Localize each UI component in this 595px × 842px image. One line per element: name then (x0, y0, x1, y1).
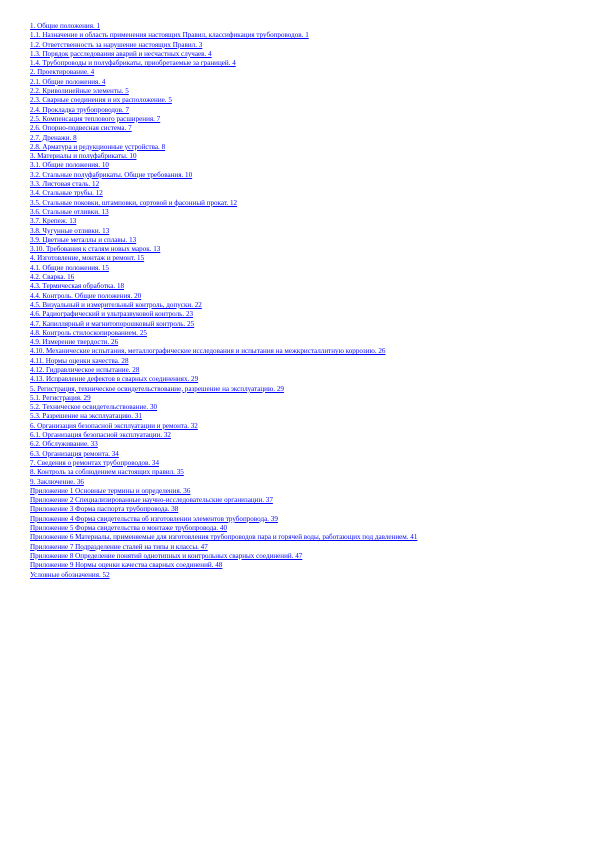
toc-link[interactable]: 4.9. Измерение твердости. 26 (30, 338, 119, 347)
toc-entry (30, 106, 570, 115)
toc-link[interactable]: 2.7. Дренажи. 8 (30, 133, 77, 142)
toc-link[interactable]: 4.6. Радиографический и ультразвуковой контроль. 23 (30, 310, 194, 319)
toc-entry (30, 96, 570, 105)
toc-link[interactable]: 3.9. Цветные металлы и сплавы. 13 (30, 235, 137, 244)
toc-link[interactable]: 4.4. Контроль. Общие положения. 20 (30, 291, 142, 300)
toc-link[interactable]: 6.3. Организация ремонта. 34 (30, 449, 119, 458)
toc-link[interactable]: Приложение 4 Форма свидетельства об изготовлении элементов трубопровода. 39 (30, 514, 278, 523)
toc-entry (30, 431, 570, 440)
toc-entry (30, 459, 570, 468)
toc-link[interactable]: 4.1. Общие положения. 15 (30, 263, 109, 272)
toc-link[interactable]: 2.1. Общие положения. 4 (30, 77, 106, 86)
toc-link[interactable]: 6.1. Организация безопасной эксплуатации. 32 (30, 431, 171, 440)
toc-link[interactable]: 5.1. Регистрация. 29 (30, 393, 91, 402)
toc-entry (30, 394, 570, 403)
toc-entry (30, 134, 570, 143)
toc-entry (30, 375, 570, 384)
toc-link[interactable]: 2. Проектирование. 4 (30, 68, 95, 77)
toc-link[interactable]: Приложение 6 Материалы, применяемые для изготовления трубопроводов пара и горячей воды, работающих под давлением. 41 (30, 533, 418, 542)
toc-entry (30, 171, 570, 180)
toc-entry (30, 422, 570, 431)
toc-link[interactable]: 3.1. Общие положения. 10 (30, 161, 109, 170)
toc-link[interactable]: Приложение 9 Нормы оценки качества сварных соединений. 48 (30, 561, 223, 570)
toc-entry (30, 68, 570, 77)
toc-link[interactable]: 7. Сведения о ремонтах трубопроводов. 34 (30, 458, 160, 467)
toc-link[interactable]: 4.8. Контроль стилоскопированием. 25 (30, 328, 147, 337)
toc-link[interactable]: 1.3. Порядок расследования аварий и несчастных случаев. 4 (30, 49, 212, 58)
toc-entry (30, 366, 570, 375)
toc-link[interactable]: 4. Изготовление, монтаж и ремонт. 15 (30, 254, 145, 263)
toc-link[interactable]: 3.3. Листовая сталь. 12 (30, 180, 100, 189)
toc-entry (30, 515, 570, 524)
table-of-contents (30, 22, 570, 580)
toc-entry (30, 552, 570, 561)
toc-entry (30, 385, 570, 394)
toc-entry (30, 31, 570, 40)
toc-entry (30, 236, 570, 245)
toc-link[interactable]: 2.5. Компенсация теплового расширения. 7 (30, 114, 161, 123)
toc-link[interactable]: 3.6. Стальные отливки. 13 (30, 207, 109, 216)
toc-link[interactable]: 2.2. Криволинейные элементы. 5 (30, 87, 129, 96)
toc-link[interactable]: Условные обозначения. 52 (30, 570, 110, 579)
toc-entry (30, 533, 570, 542)
toc-entry (30, 496, 570, 505)
toc-entry (30, 524, 570, 533)
toc-link[interactable]: 2.8. Арматура и редукционные устройства. 8 (30, 142, 166, 151)
toc-link[interactable]: 3.10. Требования к сталям новых марок. 13 (30, 245, 161, 254)
toc-link[interactable]: 5.2. Техническое освидетельствование. 30 (30, 403, 158, 412)
toc-link[interactable]: Приложение 3 Форма паспорта трубопровода. 38 (30, 505, 179, 514)
toc-entry (30, 357, 570, 366)
toc-entry (30, 227, 570, 236)
toc-link[interactable]: 6. Организация безопасной эксплуатации и ремонта. 32 (30, 421, 198, 430)
toc-link[interactable]: 9. Заключение. 36 (30, 477, 84, 486)
toc-entry (30, 264, 570, 273)
toc-entry (30, 338, 570, 347)
toc-entry (30, 22, 570, 31)
toc-entry (30, 50, 570, 59)
toc-link[interactable]: Приложение 5 Форма свидетельства о монтаже трубопровода. 40 (30, 524, 228, 533)
toc-entry (30, 543, 570, 552)
toc-entry (30, 571, 570, 580)
toc-link[interactable]: 3.7. Крепеж. 13 (30, 217, 77, 226)
toc-link[interactable]: 3.8. Чугунные отливки. 13 (30, 226, 110, 235)
toc-link[interactable]: 4.3. Термическая обработка. 18 (30, 282, 125, 291)
toc-entry (30, 217, 570, 226)
toc-entry (30, 478, 570, 487)
toc-link[interactable]: 1.4. Трубопроводы и полуфабрикаты, приобретаемые за границей. 4 (30, 59, 236, 68)
toc-entry (30, 254, 570, 263)
toc-entry (30, 59, 570, 68)
toc-link[interactable]: 3.2. Стальные полуфабрикаты. Общие требования. 10 (30, 170, 193, 179)
toc-link[interactable]: 2.6. Опорно-подвесная система. 7 (30, 124, 132, 133)
toc-entry (30, 561, 570, 570)
toc-link[interactable]: Приложение 8 Определение понятий однотипных и контрольных сварных соединений. 47 (30, 551, 303, 560)
toc-entry (30, 320, 570, 329)
toc-entry (30, 161, 570, 170)
toc-link[interactable]: 8. Контроль за соблюдением настоящих правил. 35 (30, 468, 184, 477)
toc-entry (30, 505, 570, 514)
toc-link[interactable]: Приложение 1 Основные термины и определения. 36 (30, 486, 191, 495)
toc-entry (30, 310, 570, 319)
toc-entry (30, 329, 570, 338)
toc-entry (30, 124, 570, 133)
toc-entry (30, 403, 570, 412)
toc-link[interactable]: 4.12. Гидравлическое испытание. 28 (30, 365, 140, 374)
toc-entry (30, 41, 570, 50)
toc-link[interactable]: 3. Материалы и полуфабрикаты. 10 (30, 152, 137, 161)
toc-link[interactable]: 3.4. Стальные трубы. 12 (30, 189, 103, 198)
toc-entry (30, 347, 570, 356)
toc-entry (30, 292, 570, 301)
toc-entry (30, 487, 570, 496)
toc-link[interactable]: 6.2. Обслуживание. 33 (30, 440, 98, 449)
toc-link[interactable]: 4.5. Визуальный и измерительный контроль, допуски. 22 (30, 300, 202, 309)
toc-link[interactable]: 4.2. Сварка. 16 (30, 273, 75, 282)
toc-link[interactable]: 4.7. Капиллярный и магнитопорошковый контроль. 25 (30, 319, 195, 328)
toc-link[interactable]: 5.3. Разрешение на эксплуатацию. 31 (30, 412, 142, 421)
toc-entry (30, 208, 570, 217)
toc-link[interactable]: 1. Общие положения. 1 (30, 22, 101, 30)
toc-entry (30, 115, 570, 124)
toc-entry (30, 87, 570, 96)
toc-entry (30, 199, 570, 208)
toc-link[interactable]: 4.13. Исправление дефектов в сварных соединениях. 29 (30, 375, 199, 384)
toc-link[interactable]: 1.2. Ответственность за нарушение настоящих Правил. 3 (30, 40, 203, 49)
toc-entry (30, 180, 570, 189)
toc-link[interactable]: 2.4. Прокладка трубопроводов. 7 (30, 105, 130, 114)
toc-link[interactable]: 4.10. Механические испытания, металлографические исследования и испытания на межкристаллитную коррозию. 26 (30, 347, 386, 356)
toc-entry (30, 440, 570, 449)
toc-entry (30, 412, 570, 421)
toc-link[interactable]: 4.11. Нормы оценки качества. 28 (30, 356, 129, 365)
toc-entry (30, 189, 570, 198)
toc-link[interactable]: 3.5. Стальные поковки, штамповки, сортовой и фасонный прокат. 12 (30, 198, 238, 207)
toc-entry (30, 78, 570, 87)
toc-entry (30, 450, 570, 459)
toc-entry (30, 152, 570, 161)
toc-entry (30, 143, 570, 152)
toc-link[interactable]: Приложение 2 Специализированные научно-исследовательские организации. 37 (30, 496, 273, 505)
toc-entry (30, 273, 570, 282)
toc-link[interactable]: 2.3. Сварные соединения и их расположение. 5 (30, 96, 172, 105)
toc-link[interactable]: Приложение 7 Подразделение сталей на типы и классы. 47 (30, 542, 208, 551)
toc-link[interactable]: 1.1. Назначение и область применения настоящих Правил, классификация трубопроводов. 1 (30, 31, 309, 40)
toc-entry (30, 282, 570, 291)
toc-entry (30, 301, 570, 310)
toc-entry (30, 468, 570, 477)
toc-entry (30, 245, 570, 254)
toc-link[interactable]: 5. Регистрация, техническое освидетельствование, разрешение на эксплуатацию. 29 (30, 384, 284, 393)
